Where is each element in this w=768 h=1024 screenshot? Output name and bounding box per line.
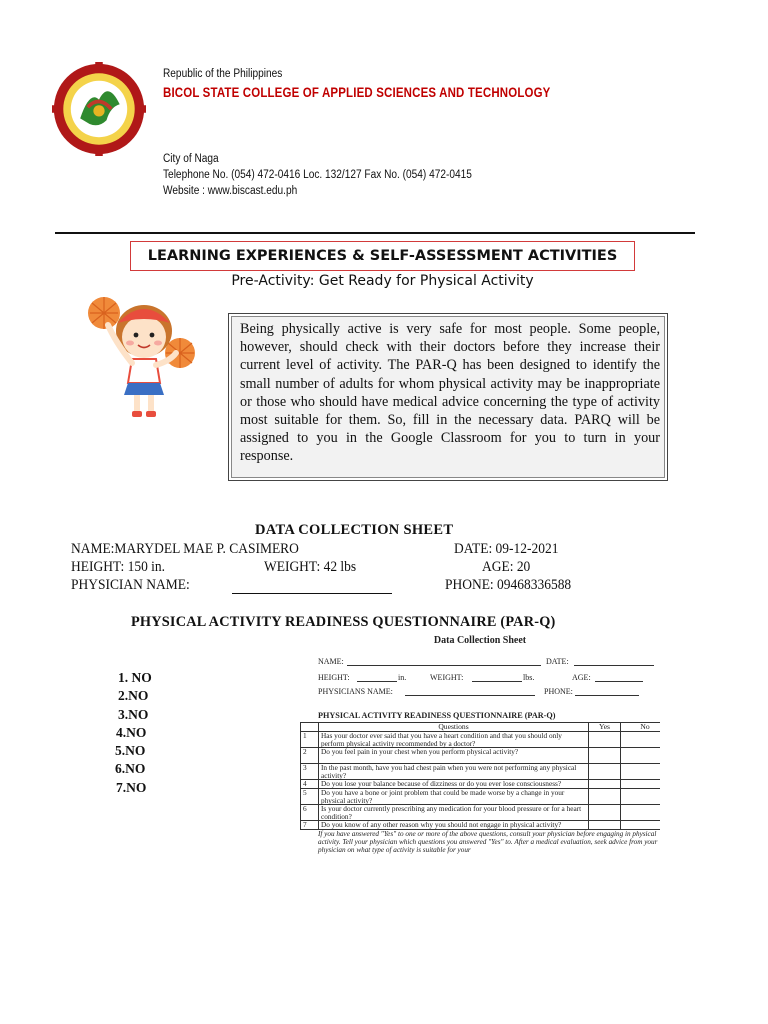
question-number: 6 [301,805,319,821]
cheerleader-illustration [82,283,200,421]
question-number: 2 [301,748,319,764]
age-field: AGE: 20 [482,559,531,575]
form-age-line [595,681,643,682]
answer-list [112,669,152,797]
parq-title: PHYSICAL ACTIVITY READINESS QUESTIONNAIRE (PAR-Q) [131,614,556,630]
form-lbs-label: lbs. [523,673,535,682]
name-field: NAME:MARYDEL MAE P. CASIMERO [71,541,299,557]
header-college-name: BICOL STATE COLLEGE OF APPLIED SCIENCES AND TECHNOLOGY [163,84,551,100]
header-divider [55,232,695,234]
table-row [301,788,661,804]
question-text: Is your doctor currently prescribing any medication for your blood pressure or for a heart condition? [319,805,589,821]
col-no: No [621,723,661,732]
form-questions-table [300,722,660,830]
header-city: City of Naga [163,153,219,165]
weight-field: WEIGHT: 42 lbs [264,559,357,575]
answer-item: 3.NO [118,706,149,722]
date-field: DATE: 09-12-2021 [454,541,559,557]
table-row [301,805,661,821]
physician-field: PHYSICIAN NAME: [71,577,190,593]
form-parq-heading: PHYSICAL ACTIVITY READINESS QUESTIONNAIRE (PAR-Q) [318,711,556,720]
answer-item: 2.NO [118,688,149,704]
header-country: Republic of the Philippines [163,68,283,80]
question-text: Do you feel pain in your chest when you perform physical activity? [319,748,589,764]
question-number: 1 [301,732,319,748]
form-weight-line [472,681,522,682]
form-phone-line [575,695,639,696]
physician-signature-line [232,593,392,594]
intro-text: Being physically active is very safe for most people. Some people, however, should check with their doctors before they increase their current level of activity. The PAR-Q has been designed to identify the small number of adults for whom physical activity may be inappropriate or those who should have medical advice concerning the type of activity most suitable for them. So, fill in the necessary data. PARQ will be assigned to you in the Google Classroom for you to turn in your response. [240,321,660,465]
table-row [301,748,661,764]
form-phone-label: PHONE: [544,687,573,696]
form-date-label: DATE: [546,657,569,666]
form-weight-label: WEIGHT: [430,673,464,682]
section-subtitle: Pre-Activity: Get Ready for Physical Activity [231,273,534,289]
form-age-label: AGE: [572,673,591,682]
question-text: Do you have a bone or joint problem that could be made worse by a change in your physical activity? [319,788,589,804]
question-number: 4 [301,780,319,789]
question-text: Has your doctor ever said that you have a heart condition and that you should only perform physical activity recommended by a doctor? [319,732,589,748]
col-yes: Yes [589,723,621,732]
form-note: If you have answered "Yes" to one or more of the above questions, consult your physician before engaging in physical activity. Tell your physician which questions you answered "Yes" to. After a medical evaluation, seek advice from your physician on what type of activity is suitable for your [318,830,658,855]
form-name-label: NAME: [318,657,344,666]
college-seal-logo [52,62,146,156]
answer-item: 1. NO [118,670,152,685]
height-field: HEIGHT: 150 in. [71,559,166,575]
header-telephone: Telephone No. (054) 472-0416 Loc. 132/127 Fax No. (054) 472-0415 [163,169,472,181]
section-title: LEARNING EXPERIENCES & SELF-ASSESSMENT ACTIVITIES [147,248,618,264]
form-name-line [347,665,541,666]
form-height-line [357,681,397,682]
form-physicians-label: PHYSICIANS NAME: [318,687,393,696]
phone-field: PHONE: 09468336588 [445,577,572,593]
col-questions: Questions [319,723,589,732]
question-number: 7 [301,821,319,830]
question-text: In the past month, have you had chest pain when you were not performing any physical activity? [319,764,589,780]
question-text: Do you lose your balance because of dizziness or do you ever lose consciousness? [319,780,589,789]
form-height-label: HEIGHT: [318,673,350,682]
table-row [301,821,661,830]
table-row [301,764,661,780]
form-date-line [574,665,654,666]
answer-item: 4.NO [116,724,147,740]
table-row [301,732,661,748]
question-number: 5 [301,788,319,804]
answer-item: 6.NO [115,761,146,777]
answer-item: 7.NO [116,779,147,795]
question-text: Do you know of any other reason why you should not engage in physical activity? [319,821,589,830]
section-title-banner [130,241,635,271]
form-physicians-line [405,695,535,696]
form-in-label: in. [398,673,407,682]
header-website: Website : www.biscast.edu.ph [163,185,298,197]
answer-item: 5.NO [115,743,146,759]
parq-form-image [300,631,660,861]
data-sheet-title: DATA COLLECTION SHEET [255,522,454,538]
question-number: 3 [301,764,319,780]
form-title: Data Collection Sheet [433,635,527,646]
